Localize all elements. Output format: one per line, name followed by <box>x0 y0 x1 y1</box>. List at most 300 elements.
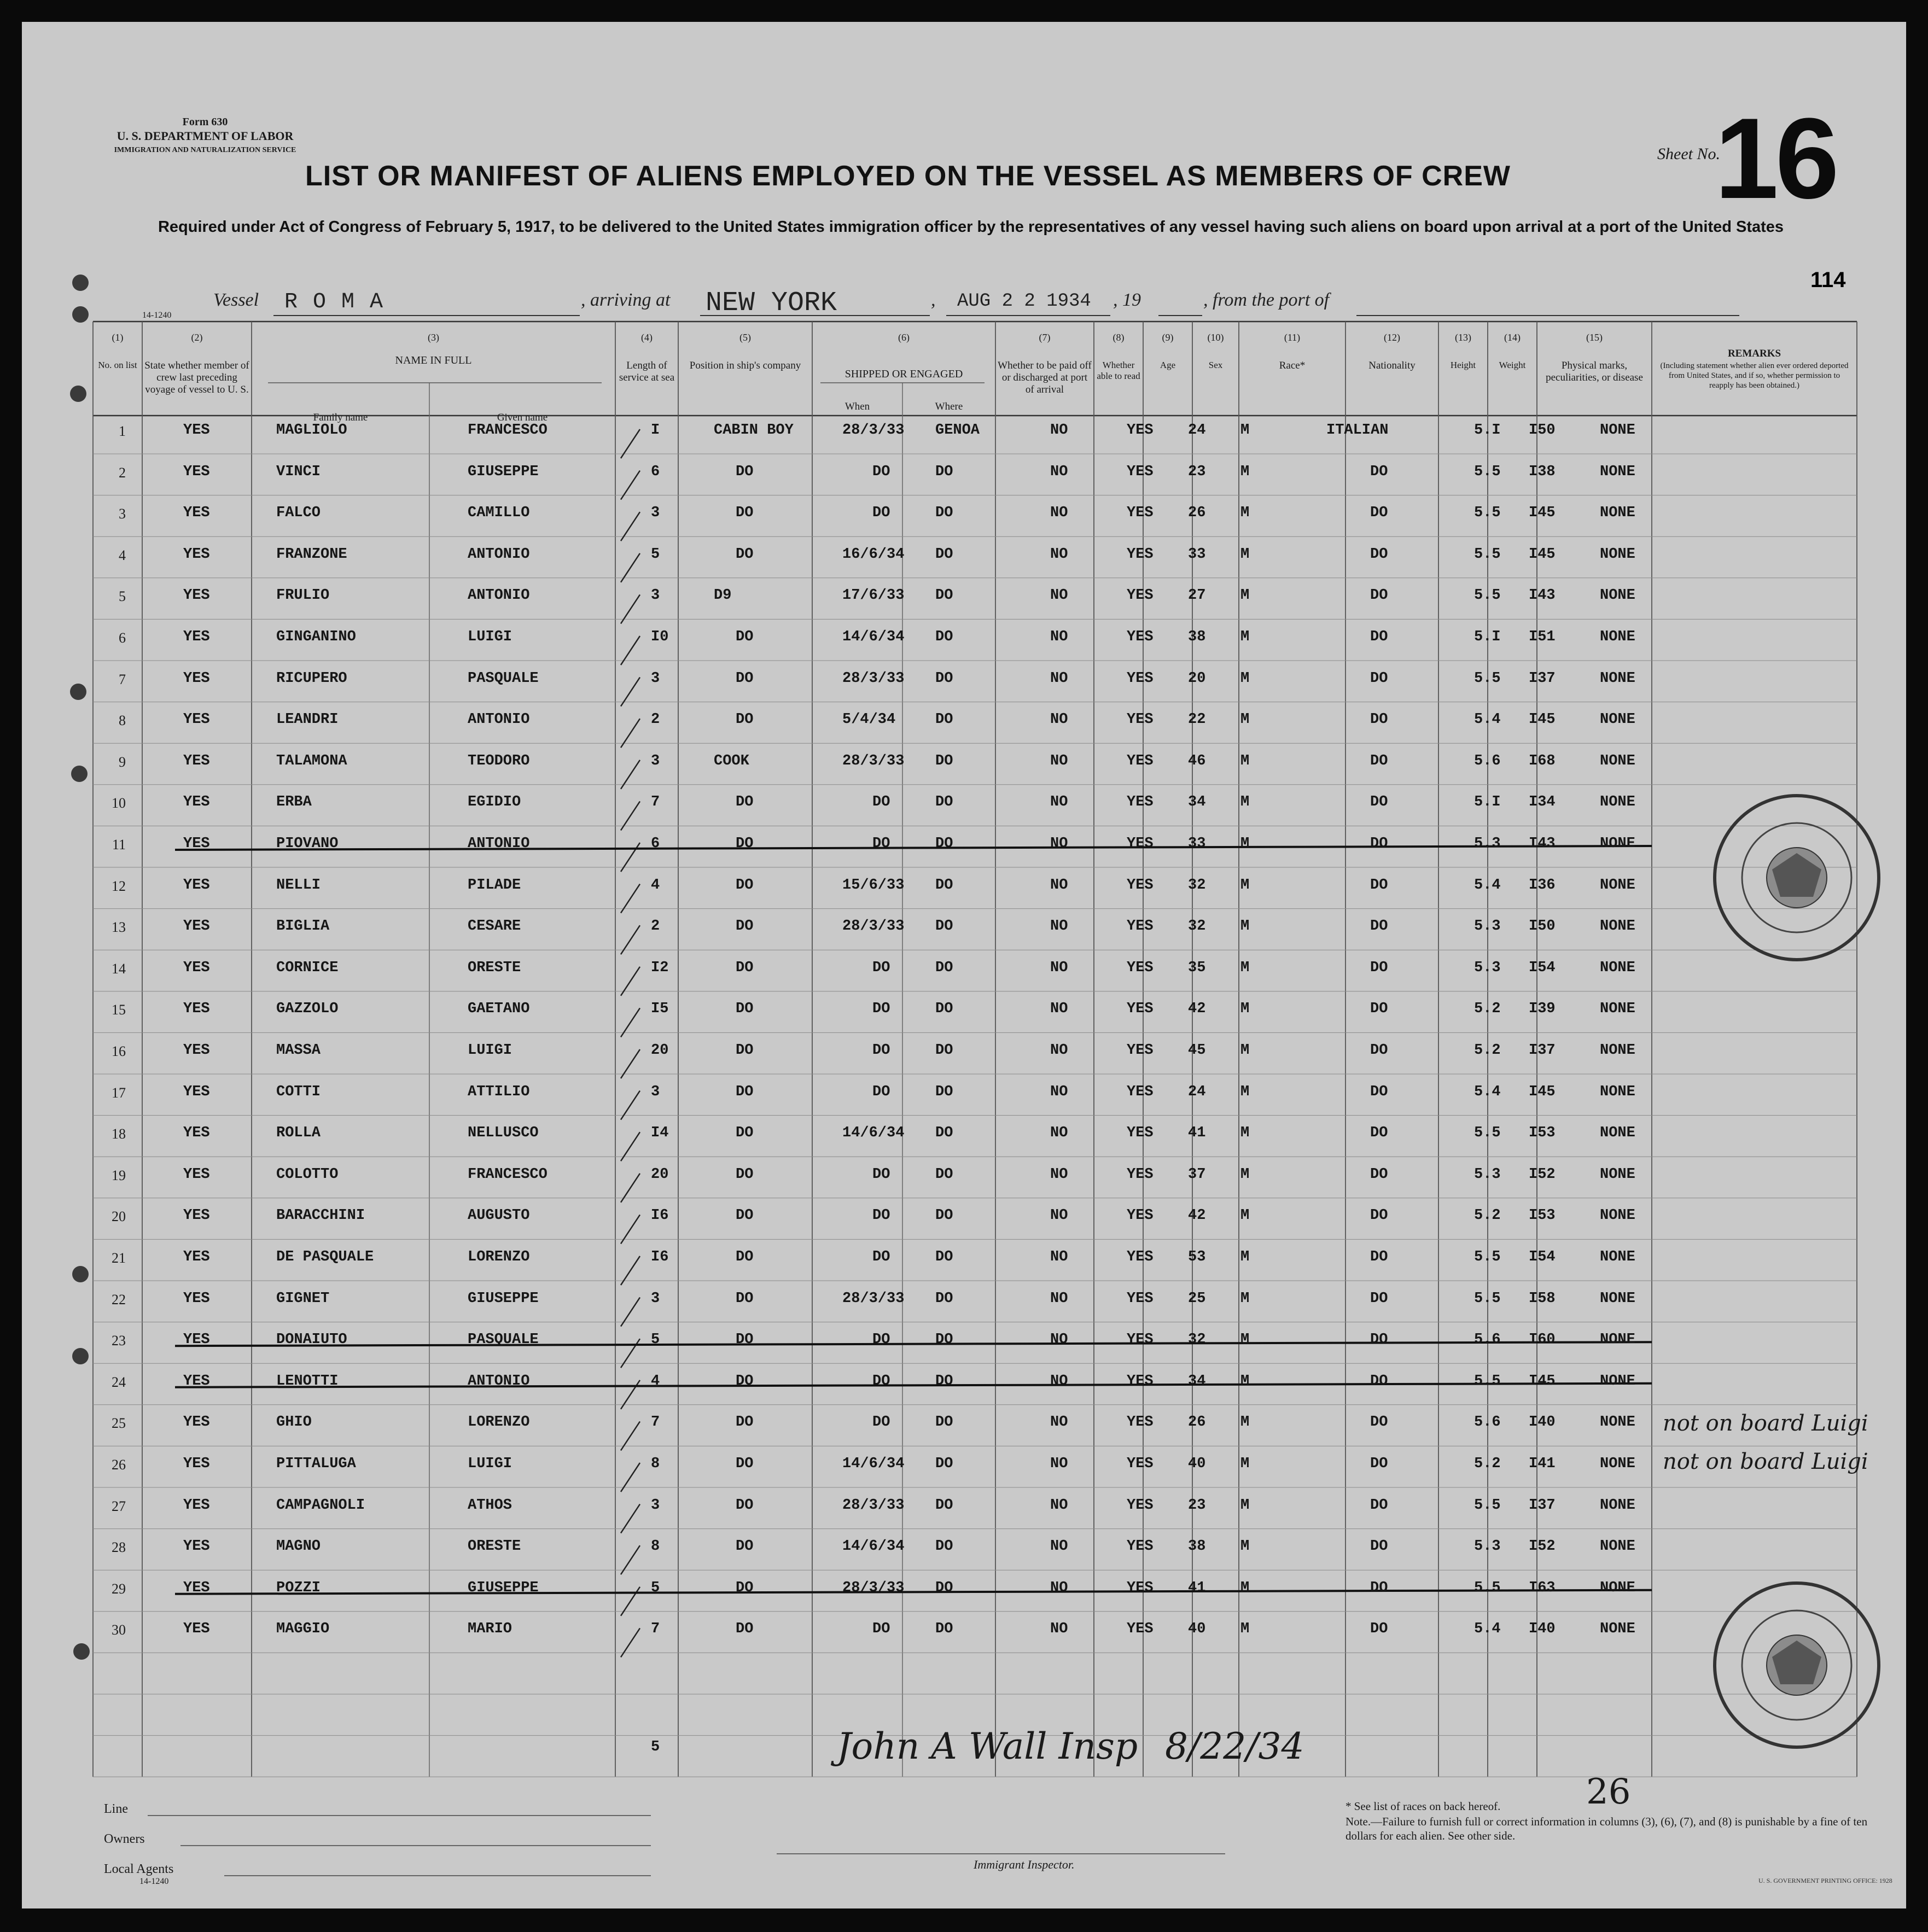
cell-service: 3 <box>651 1083 660 1100</box>
cell-family: COLOTTO <box>276 1166 339 1183</box>
cell-height: 5.3 <box>1474 1166 1501 1183</box>
cell-race: DO <box>1370 670 1388 687</box>
cell-race: DO <box>1370 587 1388 604</box>
cell-given: ANTONIO <box>468 711 530 728</box>
cell-given: ATTILIO <box>468 1083 530 1100</box>
cell-position: COOK <box>714 752 749 769</box>
cell-sex: M <box>1240 794 1250 811</box>
cell-given: PASQUALE <box>468 670 539 687</box>
column-number: (4) <box>641 332 653 343</box>
cell-height: 5.5 <box>1474 505 1501 522</box>
cell-marks: NONE <box>1600 794 1635 811</box>
year-label: , 19 <box>1113 290 1141 310</box>
cell-height: 5.2 <box>1474 1456 1501 1472</box>
cell-age: 41 <box>1188 1125 1206 1142</box>
punch-hole <box>70 684 86 700</box>
cell-sex: M <box>1240 1001 1250 1018</box>
cell-prev: YES <box>183 1456 210 1472</box>
cell-prev: YES <box>183 629 210 645</box>
cell-sex: M <box>1240 463 1250 480</box>
cell-position: CABIN BOY <box>714 422 794 439</box>
cell-where: DO <box>935 1001 953 1018</box>
cell-position: DO <box>736 546 754 563</box>
cell-race: DO <box>1370 711 1388 728</box>
cell-service: I6 <box>651 1207 669 1224</box>
cell-when: DO <box>872 1373 890 1390</box>
cell-prev: YES <box>183 877 210 894</box>
column-header: Whether able to read <box>1097 360 1140 381</box>
agents-form-code: 14-1240 <box>139 1877 169 1886</box>
cell-weight: I40 <box>1529 1621 1556 1638</box>
cell-prev: YES <box>183 918 210 935</box>
cell-marks: NONE <box>1600 546 1635 563</box>
column-header: Physical marks, peculiarities, or disease <box>1546 360 1643 383</box>
cell-paid: NO <box>1050 422 1068 439</box>
cell-height: 5.6 <box>1474 1414 1501 1431</box>
cell-when: DO <box>872 1166 890 1183</box>
cell-race: DO <box>1370 463 1388 480</box>
cell-read: YES <box>1127 505 1154 522</box>
row-number: 28 <box>112 1539 126 1556</box>
cell-marks: NONE <box>1600 1042 1635 1059</box>
cell-when: 28/3/33 <box>842 670 905 687</box>
cell-race: DO <box>1370 1083 1388 1100</box>
cell-service: 7 <box>651 1621 660 1638</box>
cell-read: YES <box>1127 794 1154 811</box>
column-header: REMARKS <box>1727 348 1781 359</box>
vessel-field <box>273 288 580 316</box>
cell-family: BIGLIA <box>276 918 330 935</box>
cell-weight: I50 <box>1529 918 1556 935</box>
cell-family: MAGNO <box>276 1538 321 1555</box>
cell-when: 14/6/34 <box>842 1456 905 1472</box>
cell-race: DO <box>1370 1290 1388 1307</box>
penalty-note: Note.—Failure to furnish full or correct information in columns (3), (6), (7), and (8) is punishable by a fine of ten dollars for each alien. See other side. <box>1345 1815 1868 1842</box>
form-number: Form 630 <box>182 116 228 128</box>
cell-height: 5.3 <box>1474 836 1501 852</box>
cell-weight: I54 <box>1529 1249 1556 1265</box>
cell-marks: NONE <box>1600 959 1635 976</box>
cell-read: YES <box>1127 1083 1154 1100</box>
cell-marks: NONE <box>1600 1621 1635 1638</box>
cell-read: YES <box>1127 670 1154 687</box>
row-number: 25 <box>112 1415 126 1432</box>
column-number: (12) <box>1384 332 1400 343</box>
row-number: 10 <box>112 795 126 812</box>
cell-family: TALAMONA <box>276 752 347 769</box>
subcolumn-header: (Including statement whether alien ever ordered deported from United States, and if so, whether permission to reapply has been obtained.) <box>1660 361 1849 390</box>
cell-paid: NO <box>1050 877 1068 894</box>
cell-marks: NONE <box>1600 1373 1635 1390</box>
column-number: (15) <box>1586 332 1603 343</box>
signature-date: 8/22/34 <box>1165 1725 1304 1767</box>
column-header: Nationality <box>1368 360 1416 371</box>
cell-paid: NO <box>1050 670 1068 687</box>
cell-age: 46 <box>1188 752 1206 769</box>
subcolumn-header: Given name <box>497 412 548 423</box>
cell-position: DO <box>736 629 754 645</box>
cell-paid: NO <box>1050 918 1068 935</box>
cell-where: DO <box>935 1125 953 1142</box>
cell-where: DO <box>935 1083 953 1100</box>
cell-weight: I68 <box>1529 752 1556 769</box>
cell-sex: M <box>1240 505 1250 522</box>
cell-height: 5.I <box>1474 422 1501 439</box>
cell-race: DO <box>1370 836 1388 852</box>
cell-position: DO <box>736 1373 754 1390</box>
cell-height: 5.4 <box>1474 1083 1501 1100</box>
cell-height: 5.5 <box>1474 1497 1501 1514</box>
cell-height: 5.5 <box>1474 463 1501 480</box>
cell-where: DO <box>935 1621 953 1638</box>
cell-paid: NO <box>1050 1621 1068 1638</box>
cell-position: DO <box>736 1125 754 1142</box>
cell-position: DO <box>736 711 754 728</box>
cell-height: 5.3 <box>1474 959 1501 976</box>
cell-weight: I43 <box>1529 836 1556 852</box>
line-label: Line <box>104 1802 128 1816</box>
cell-where: DO <box>935 670 953 687</box>
cell-paid: NO <box>1050 1249 1068 1265</box>
cell-family: LEANDRI <box>276 711 339 728</box>
cell-when: 14/6/34 <box>842 1125 905 1142</box>
cell-read: YES <box>1127 959 1154 976</box>
department-name: U. S. DEPARTMENT OF LABOR <box>117 129 294 143</box>
row-number: 30 <box>112 1622 126 1638</box>
cell-prev: YES <box>183 1332 210 1349</box>
cell-marks: NONE <box>1600 670 1635 687</box>
column-header: Race* <box>1279 360 1306 371</box>
cell-given: MARIO <box>468 1621 512 1638</box>
cell-position: DO <box>736 1207 754 1224</box>
cell-paid: NO <box>1050 752 1068 769</box>
cell-where: DO <box>935 1249 953 1265</box>
cell-sex: M <box>1240 587 1250 604</box>
punch-hole <box>73 1643 90 1660</box>
cell-given: LUIGI <box>468 1456 512 1472</box>
cell-race: ITALIAN <box>1326 422 1389 439</box>
row-number: 29 <box>112 1580 126 1597</box>
cell-age: 22 <box>1188 711 1206 728</box>
cell-service: 7 <box>651 1414 660 1431</box>
cell-read: YES <box>1127 1456 1154 1472</box>
cell-family: DONAIUTO <box>276 1332 347 1349</box>
row-number: 18 <box>112 1126 126 1142</box>
cell-age: 37 <box>1188 1166 1206 1183</box>
cell-weight: I43 <box>1529 587 1556 604</box>
cell-read: YES <box>1127 587 1154 604</box>
row-number: 12 <box>112 878 126 894</box>
cell-sex: M <box>1240 1621 1250 1638</box>
strike-through-line <box>175 846 1652 850</box>
cell-where: DO <box>935 918 953 935</box>
cell-prev: YES <box>183 546 210 563</box>
cell-read: YES <box>1127 1042 1154 1059</box>
cell-family: ERBA <box>276 794 312 811</box>
form-code: 14-1240 <box>142 311 172 320</box>
row-number: 2 <box>119 464 126 481</box>
cell-when: DO <box>872 794 890 811</box>
cell-height: 5.5 <box>1474 1290 1501 1307</box>
cell-prev: YES <box>183 670 210 687</box>
cell-service: 3 <box>651 752 660 769</box>
cell-family: GINGANINO <box>276 629 356 645</box>
cell-weight: I45 <box>1529 546 1556 563</box>
cell-prev: YES <box>183 1249 210 1265</box>
cell-prev: YES <box>183 1373 210 1390</box>
cell-service: 3 <box>651 1290 660 1307</box>
cell-prev: YES <box>183 505 210 522</box>
cell-paid: NO <box>1050 1083 1068 1100</box>
column-header: Sex <box>1208 360 1223 370</box>
cell-read: YES <box>1127 1001 1154 1018</box>
cell-prev: YES <box>183 1579 210 1596</box>
cell-race: DO <box>1370 1414 1388 1431</box>
strike-through-line <box>175 1384 1652 1387</box>
cell-prev: YES <box>183 587 210 604</box>
column-header: No. on list <box>98 360 137 370</box>
cell-family: DE PASQUALE <box>276 1249 374 1265</box>
cell-age: 33 <box>1188 546 1206 563</box>
cell-marks: NONE <box>1600 752 1635 769</box>
page-subtitle: Required under Act of Congress of February 5, 1917, to be delivered to the United States immigration officer by the representatives of any vessel having such aliens on board upon arrival at a port of the United States <box>158 218 1784 236</box>
cell-family: RICUPERO <box>276 670 347 687</box>
cell-service: 5 <box>651 546 660 563</box>
cell-prev: YES <box>183 1083 210 1100</box>
cell-paid: NO <box>1050 1332 1068 1349</box>
cell-weight: I50 <box>1529 422 1556 439</box>
form-identifier <box>90 115 320 157</box>
consular-seal <box>1706 1575 1887 1755</box>
cell-family: GIGNET <box>276 1290 330 1307</box>
cell-given: ANTONIO <box>468 587 530 604</box>
cell-service: 4 <box>651 877 660 894</box>
punch-hole <box>72 275 89 291</box>
cell-paid: NO <box>1050 1166 1068 1183</box>
cell-sex: M <box>1240 422 1250 439</box>
cell-position: DO <box>736 794 754 811</box>
cell-weight: I45 <box>1529 711 1556 728</box>
column-number: (2) <box>191 332 203 343</box>
cell-family: MAGGIO <box>276 1621 330 1638</box>
cell-where: DO <box>935 463 953 480</box>
sheet-number: 16 <box>1715 94 1836 223</box>
cell-age: 26 <box>1188 505 1206 522</box>
cell-read: YES <box>1127 1414 1154 1431</box>
cell-prev: YES <box>183 1125 210 1142</box>
cell-paid: NO <box>1050 505 1068 522</box>
column-number: (6) <box>898 332 910 343</box>
cell-when: DO <box>872 1001 890 1018</box>
cell-when: 15/6/33 <box>842 877 905 894</box>
row-number: 3 <box>119 506 126 522</box>
cell-when: DO <box>872 1414 890 1431</box>
cell-height: 5.5 <box>1474 1373 1501 1390</box>
cell-paid: NO <box>1050 1579 1068 1596</box>
cell-service: 8 <box>651 1538 660 1555</box>
cell-sex: M <box>1240 711 1250 728</box>
cell-when: DO <box>872 505 890 522</box>
cell-marks: NONE <box>1600 1207 1635 1224</box>
from-port-field <box>1356 288 1739 316</box>
cell-prev: YES <box>183 422 210 439</box>
cell-sex: M <box>1240 546 1250 563</box>
cell-where: DO <box>935 1042 953 1059</box>
cell-prev: YES <box>183 463 210 480</box>
cell-height: 5.2 <box>1474 1207 1501 1224</box>
service-name: IMMIGRATION AND NATURALIZATION SERVICE <box>114 146 296 154</box>
cell-weight: I53 <box>1529 1207 1556 1224</box>
row-number: 21 <box>112 1250 126 1266</box>
cell-prev: YES <box>183 752 210 769</box>
cell-sex: M <box>1240 1414 1250 1431</box>
cell-given: FRANCESCO <box>468 1166 547 1183</box>
cell-family: FRULIO <box>276 587 330 604</box>
cell-sex: M <box>1240 1579 1250 1596</box>
cell-service: I2 <box>651 959 669 976</box>
cell-paid: NO <box>1050 794 1068 811</box>
cell-age: 32 <box>1188 1332 1206 1349</box>
cell-when: DO <box>872 1249 890 1265</box>
cell-family: FALCO <box>276 505 321 522</box>
cell-family: FRANZONE <box>276 546 347 563</box>
cell-given: EGIDIO <box>468 794 521 811</box>
cell-age: 23 <box>1188 463 1206 480</box>
cell-position: DO <box>736 1497 754 1514</box>
cell-marks: NONE <box>1600 711 1635 728</box>
cell-where: DO <box>935 959 953 976</box>
cell-when: 28/3/33 <box>842 1497 905 1514</box>
cell-sex: M <box>1240 670 1250 687</box>
cell-paid: NO <box>1050 1290 1068 1307</box>
cell-family: NELLI <box>276 877 321 894</box>
column-header: Position in ship's company <box>689 360 801 371</box>
subcolumn-header: Family name <box>313 412 368 423</box>
cell-age: 53 <box>1188 1249 1206 1265</box>
punch-hole <box>72 1266 89 1282</box>
cell-service: 3 <box>651 587 660 604</box>
cell-where: DO <box>935 1414 953 1431</box>
cell-read: YES <box>1127 1497 1154 1514</box>
cell-where: DO <box>935 1579 953 1596</box>
cell-prev: YES <box>183 1290 210 1307</box>
cell-position: D9 <box>714 587 732 604</box>
page-stamp-number: 114 <box>1810 268 1846 292</box>
cell-marks: NONE <box>1600 836 1635 852</box>
cell-weight: I45 <box>1529 1373 1556 1390</box>
cell-paid: NO <box>1050 1538 1068 1555</box>
cell-race: DO <box>1370 546 1388 563</box>
cell-race: DO <box>1370 1166 1388 1183</box>
cell-given: PILADE <box>468 877 521 894</box>
cell-race: DO <box>1370 1579 1388 1596</box>
cell-weight: I34 <box>1529 794 1556 811</box>
cell-position: DO <box>736 1001 754 1018</box>
cell-height: 5.5 <box>1474 670 1501 687</box>
cell-age: 42 <box>1188 1001 1206 1018</box>
cell-age: 40 <box>1188 1621 1206 1638</box>
cell-position: DO <box>736 1042 754 1059</box>
cell-paid: NO <box>1050 1497 1068 1514</box>
column-number: (7) <box>1039 332 1051 343</box>
cell-given: NELLUSCO <box>468 1125 539 1142</box>
cell-marks: NONE <box>1600 918 1635 935</box>
remark-note-row24: not on board Luigi <box>1663 1449 1868 1474</box>
cell-read: YES <box>1127 629 1154 645</box>
column-header: SHIPPED OR ENGAGED <box>844 368 963 380</box>
cell-given: AUGUSTO <box>468 1207 530 1224</box>
cell-where: DO <box>935 836 953 852</box>
cell-prev: YES <box>183 1207 210 1224</box>
cell-height: 5.2 <box>1474 1001 1501 1018</box>
cell-family: LENOTTI <box>276 1373 339 1390</box>
cell-read: YES <box>1127 1621 1154 1638</box>
cell-race: DO <box>1370 752 1388 769</box>
cell-given: FRANCESCO <box>468 422 547 439</box>
cell-race: DO <box>1370 1042 1388 1059</box>
cell-read: YES <box>1127 422 1154 439</box>
cell-where: DO <box>935 1166 953 1183</box>
column-number: (14) <box>1504 332 1521 343</box>
cell-age: 33 <box>1188 836 1206 852</box>
cell-service: 20 <box>651 1042 669 1059</box>
cell-weight: I40 <box>1529 1414 1556 1431</box>
cell-position: DO <box>736 1166 754 1183</box>
cell-race: DO <box>1370 1538 1388 1555</box>
cell-service: 2 <box>651 918 660 935</box>
column-header: Weight <box>1499 360 1526 370</box>
cell-weight: I39 <box>1529 1001 1556 1018</box>
cell-weight: I60 <box>1529 1332 1556 1349</box>
column-header: Height <box>1450 360 1476 370</box>
cell-sex: M <box>1240 1125 1250 1142</box>
cell-paid: NO <box>1050 1207 1068 1224</box>
cell-service: 3 <box>651 1497 660 1514</box>
cell-paid: NO <box>1050 587 1068 604</box>
cell-marks: NONE <box>1600 587 1635 604</box>
cell-weight: I38 <box>1529 463 1556 480</box>
cell-service: 8 <box>651 1456 660 1472</box>
cell-marks: NONE <box>1600 1125 1635 1142</box>
cell-weight: I58 <box>1529 1290 1556 1307</box>
cell-marks: NONE <box>1600 1001 1635 1018</box>
cell-sex: M <box>1240 1497 1250 1514</box>
cell-height: 5.I <box>1474 629 1501 645</box>
cell-where: DO <box>935 711 953 728</box>
cell-age: 27 <box>1188 587 1206 604</box>
column-number: (5) <box>739 332 751 343</box>
owners-label: Owners <box>104 1832 145 1846</box>
cell-given: ORESTE <box>468 959 521 976</box>
cell-given: ANTONIO <box>468 1373 530 1390</box>
cell-service: 5 <box>651 1332 660 1349</box>
row-number: 17 <box>112 1084 126 1101</box>
cell-position: DO <box>736 1414 754 1431</box>
cell-service: 4 <box>651 1373 660 1390</box>
cell-marks: NONE <box>1600 505 1635 522</box>
cell-prev: YES <box>183 959 210 976</box>
cell-where: DO <box>935 546 953 563</box>
cell-where: DO <box>935 1332 953 1349</box>
cell-family: CAMPAGNOLI <box>276 1497 365 1514</box>
cell-service: I <box>651 422 660 439</box>
cell-where: DO <box>935 587 953 604</box>
cell-weight: I37 <box>1529 1497 1556 1514</box>
printer-imprint: U. S. GOVERNMENT PRINTING OFFICE: 1928 <box>1758 1877 1892 1884</box>
arrival-date: AUG 2 2 1934 <box>957 291 1091 312</box>
cell-position: DO <box>736 670 754 687</box>
local-agents-label: Local Agents <box>104 1862 174 1876</box>
